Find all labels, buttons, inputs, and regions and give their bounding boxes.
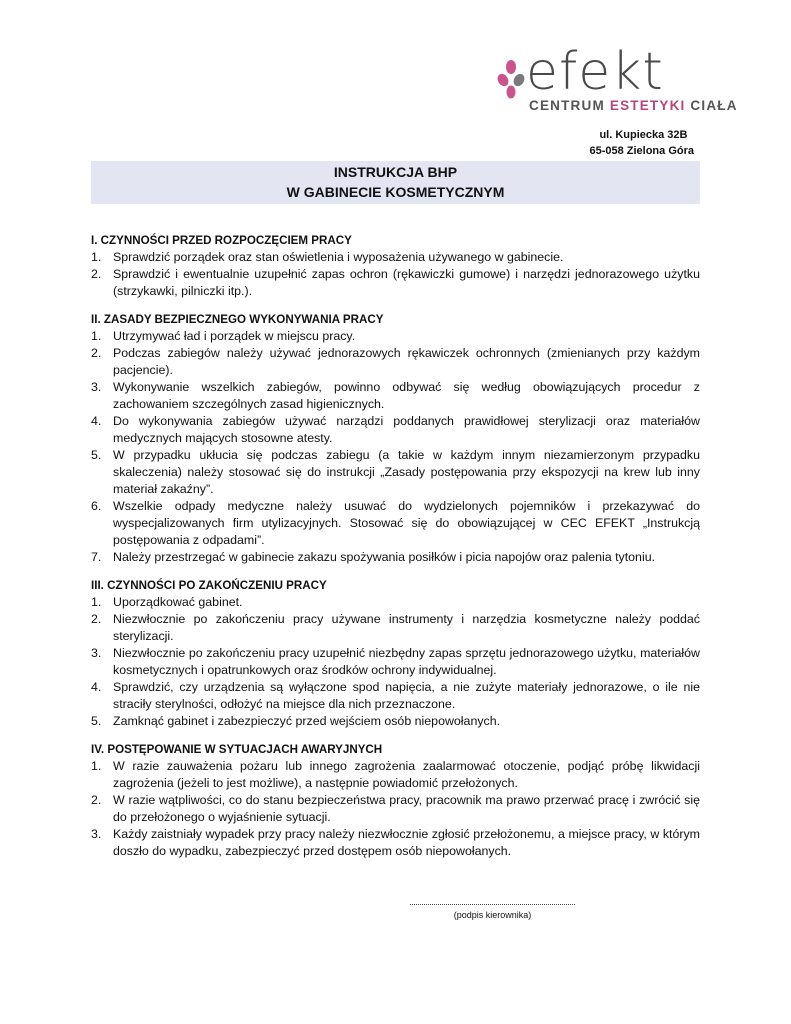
logo-petals-icon [496, 60, 526, 100]
item-number: 1. [91, 329, 102, 343]
title-line-1: INSTRUKCJA BHP [333, 164, 458, 180]
item-number: 2. [91, 267, 102, 281]
signature-caption: (podpis kierownika) [453, 910, 532, 920]
item-text: Podczas zabiegów należy używać jednorazowych rękawiczek ochronnych (zmienianych przy każdym pacjencie). [113, 346, 700, 377]
section-list [91, 249, 700, 300]
section-heading: III. CZYNNOŚCI PO ZAKOŃCZENIU PRACY [91, 579, 327, 592]
section-heading: IV. POSTĘPOWANIE W SYTUACJACH AWARYJNYCH [91, 743, 383, 756]
logo-subtitle-accent: ESTETYKI [609, 98, 686, 113]
list-item [91, 611, 700, 645]
item-text: W razie wątpliwości, co do stanu bezpieczeństwa pracy, pracownik ma prawo przerwać pracę i zwrócić się do przełożonego o wyjaśnienie sytuacji. [113, 793, 700, 824]
section-list [91, 758, 700, 860]
item-number: 3. [91, 380, 102, 394]
list-item [91, 594, 700, 611]
item-number: 1. [91, 759, 102, 773]
section-list [91, 328, 700, 566]
item-text: Do wykonywania zabiegów używać narządzi poddanych prawidłowej sterylizacji oraz materiałów medycznych mających stosowne atesty. [113, 414, 700, 445]
section-1 [91, 232, 700, 300]
title-line-2: W GABINECIE KOSMETYCZNYM [286, 184, 505, 200]
list-item [91, 713, 700, 730]
item-text: Niezwłocznie po zakończeniu pracy uzupełnić niezbędny zapas sprzętu jednorazowego użytku, materiałów kosmetycznych i opatrunkowych oraz środków ochrony indywidualnej. [113, 646, 700, 677]
address-street: ul. Kupiecka 32B [599, 129, 688, 141]
list-item [91, 249, 700, 266]
list-item [91, 379, 700, 413]
logo-wordmark: efekt [526, 42, 664, 102]
item-number: 2. [91, 612, 102, 626]
item-text: W przypadku ukłucia się podczas zabiegu (a takie w każdym innym niezamierzonym przypadku skaleczenia) należy stosować się do instrukcji „Zasady postępowania przy ekspozycji na krew lub inny materiał zakaźny”. [113, 448, 700, 496]
list-item [91, 328, 700, 345]
item-text: Sprawdzić i ewentualnie uzupełnić zapas ochron (rękawiczki gumowe) i narzędzi jednorazowego użytku (strzykawki, pilniczki itp.). [113, 267, 700, 298]
list-item [91, 792, 700, 826]
item-number: 6. [91, 499, 102, 513]
item-text: Sprawdzić, czy urządzenia są wyłączone spod napięcia, a nie zużyte materiały jednorazowe, o ile nie straciły sterylności, odłożyć na miejsce dla nich przeznaczone. [113, 680, 700, 711]
list-item [91, 266, 700, 300]
section-list [91, 594, 700, 730]
list-item [91, 758, 700, 792]
list-item [91, 826, 700, 860]
item-text: Każdy zaistniały wypadek przy pracy należy niezwłocznie zgłosić przełożonemu, a miejsce pracy, w którym doszło do wypadku, zabezpieczyć przed dostępem osób niepowołanych. [113, 827, 700, 858]
signature-block [410, 900, 575, 921]
item-text: Zamknąć gabinet i zabezpieczyć przed wejściem osób niepowołanych. [113, 714, 501, 728]
item-text: Wykonywanie wszelkich zabiegów, powinno odbywać się według obowiązujących procedur z zachowaniem szczególnych zasad higienicznych. [113, 380, 700, 411]
item-number: 7. [91, 550, 102, 564]
section-heading: I. CZYNNOŚCI PRZED ROZPOCZĘCIEM PRACY [91, 234, 352, 247]
item-number: 3. [91, 827, 102, 841]
logo-subtitle [529, 98, 738, 113]
item-text: Niezwłocznie po zakończeniu pracy używane instrumenty i narzędzia kosmetyczne należy poddać sterylizacji. [113, 612, 700, 643]
item-number: 5. [91, 448, 102, 462]
logo-subtitle-suffix: CIAŁA [685, 98, 738, 113]
list-item [91, 498, 700, 549]
address-city: 65-058 Zielona Góra [589, 145, 694, 157]
instructions-content [91, 232, 700, 860]
item-number: 1. [91, 250, 102, 264]
item-number: 2. [91, 793, 102, 807]
section-4 [91, 741, 700, 860]
address-block [589, 127, 694, 159]
item-number: 5. [91, 714, 102, 728]
item-number: 4. [91, 680, 102, 694]
list-item [91, 413, 700, 447]
item-text: Wszelkie odpady medyczne należy usuwać do wydzielonych pojemników i przekazywać do wyspecjalizowanych firm utylizacyjnych. Stosować się do obowiązującej w CEC EFEKT „Instrukcją postępowania z odpadami”. [113, 499, 700, 547]
item-text: W razie zauważenia pożaru lub innego zagrożenia zaalarmować otoczenie, podjąć próbę likwidacji zagrożenia (jeżeli to jest możliwe), a następnie powiadomić przełożonych. [113, 759, 700, 790]
logo-subtitle-prefix: CENTRUM [529, 98, 610, 113]
item-number: 1. [91, 595, 102, 609]
list-item [91, 679, 700, 713]
item-number: 3. [91, 646, 102, 660]
item-text: Utrzymywać ład i porządek w miejscu pracy. [113, 329, 356, 343]
list-item [91, 645, 700, 679]
item-number: 4. [91, 414, 102, 428]
item-number: 2. [91, 346, 102, 360]
item-text: Sprawdzić porządek oraz stan oświetlenia i wyposażenia używanego w gabinecie. [113, 250, 564, 264]
item-text: Należy przestrzegać w gabinecie zakazu spożywania posiłków i picia napojów oraz palenia tytoniu. [113, 550, 656, 564]
company-logo [496, 42, 738, 118]
section-3 [91, 577, 700, 730]
section-heading: II. ZASADY BEZPIECZNEGO WYKONYWANIA PRACY [91, 313, 384, 326]
list-item [91, 549, 700, 566]
list-item [91, 345, 700, 379]
document-title [91, 161, 700, 204]
list-item [91, 447, 700, 498]
section-2 [91, 311, 700, 566]
item-text: Uporządkować gabinet. [113, 595, 243, 609]
